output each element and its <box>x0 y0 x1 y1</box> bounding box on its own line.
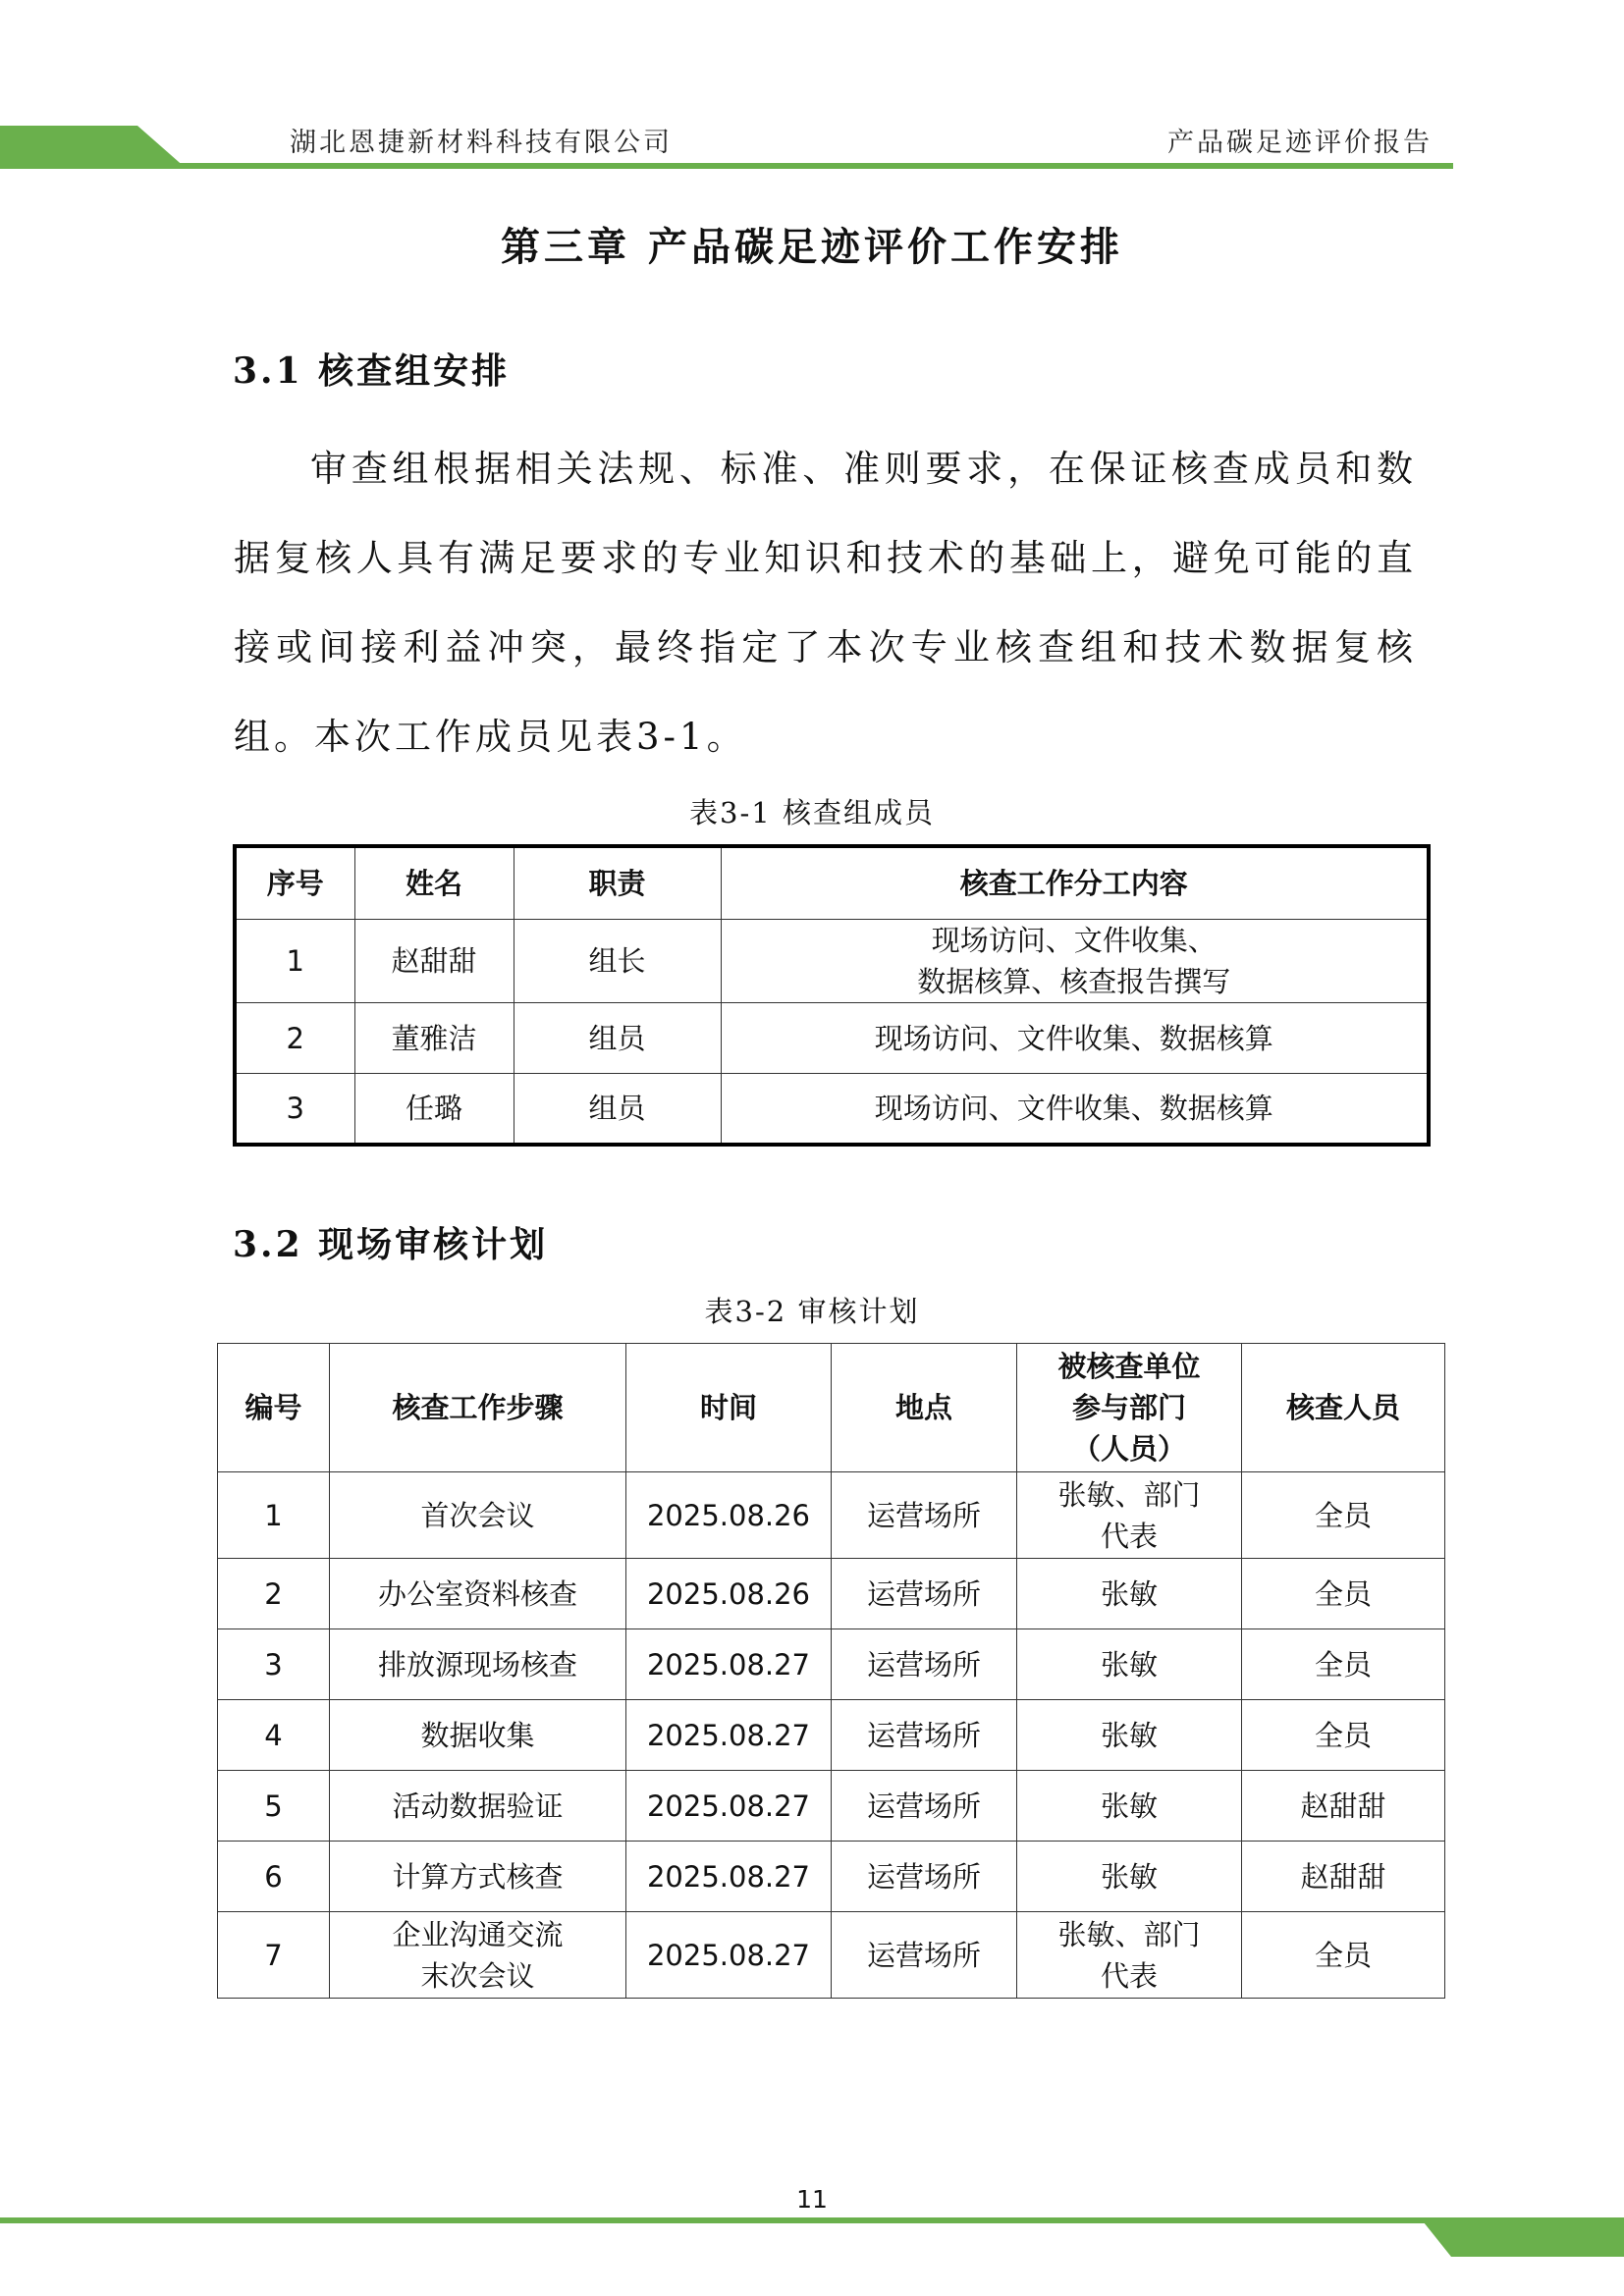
cell-auditors: 赵甜甜 <box>1242 1842 1445 1912</box>
col-header-participants <box>1017 1344 1242 1472</box>
cell-step-line1: 计算方式核查 <box>392 1859 564 1894</box>
cell-auditors: 全员 <box>1242 1629 1445 1700</box>
page-number: 11 <box>796 2185 828 2214</box>
cell-role: 组员 <box>514 1003 721 1074</box>
cell-role: 组长 <box>514 920 721 1003</box>
cell-step-line2: 末次会议 <box>420 1958 535 1993</box>
cell-duties: 现场访问、文件收集、数据核算 <box>721 1003 1429 1074</box>
audit-plan-body <box>218 1472 1445 1999</box>
cell-location: 运营场所 <box>832 1771 1017 1842</box>
cell-time: 2025.08.27 <box>626 1842 832 1912</box>
footer-green-tab <box>1420 2217 1624 2257</box>
cell-participants <box>1017 1912 1242 1999</box>
col-header-step: 核查工作步骤 <box>330 1344 626 1472</box>
cell-auditors: 全员 <box>1242 1912 1445 1999</box>
cell-step-line1: 办公室资料核查 <box>377 1576 577 1611</box>
cell-step <box>330 1912 626 1999</box>
cell-participants-line2: 代表 <box>1100 1958 1158 1993</box>
cell-index: 1 <box>235 920 354 1003</box>
cell-step <box>330 1771 626 1842</box>
cell-number: 7 <box>218 1912 330 1999</box>
col-header-auditors: 核查人员 <box>1242 1344 1445 1472</box>
cell-auditors: 赵甜甜 <box>1242 1771 1445 1842</box>
cell-time: 2025.08.27 <box>626 1629 832 1700</box>
col-header-participants-line2: 参与部门 <box>1071 1391 1186 1424</box>
header-company: 湖北恩捷新材料科技有限公司 <box>290 128 673 158</box>
table-header-row <box>218 1344 1445 1472</box>
cell-location: 运营场所 <box>832 1912 1017 1999</box>
col-header-name: 姓名 <box>354 846 514 920</box>
cell-time: 2025.08.26 <box>626 1559 832 1629</box>
cell-index: 2 <box>235 1003 354 1074</box>
audit-plan-table <box>217 1343 1445 1999</box>
cell-step-line1: 活动数据验证 <box>392 1789 564 1823</box>
cell-number: 4 <box>218 1700 330 1771</box>
cell-time: 2025.08.27 <box>626 1912 832 1999</box>
cell-step <box>330 1629 626 1700</box>
col-header-duties: 核查工作分工内容 <box>721 846 1429 920</box>
cell-participants-line2: 代表 <box>1100 1519 1158 1553</box>
cell-number: 6 <box>218 1842 330 1912</box>
cell-participants <box>1017 1700 1242 1771</box>
cell-name: 董雅洁 <box>354 1003 514 1074</box>
cell-participants-line1: 张敏 <box>1100 1859 1158 1894</box>
table-caption-3-2: 表3-2 审核计划 <box>704 1295 920 1328</box>
cell-participants <box>1017 1629 1242 1700</box>
cell-participants-line1: 张敏 <box>1100 1576 1158 1611</box>
cell-participants-line1: 张敏、部门 <box>1057 1477 1201 1512</box>
cell-participants-line1: 张敏 <box>1100 1647 1158 1682</box>
cell-participants <box>1017 1559 1242 1629</box>
cell-location: 运营场所 <box>832 1629 1017 1700</box>
cell-location: 运营场所 <box>832 1700 1017 1771</box>
team-members-table <box>233 844 1431 1147</box>
cell-auditors: 全员 <box>1242 1472 1445 1559</box>
header-report-title: 产品碳足迹评价报告 <box>1167 128 1433 158</box>
table-row <box>218 1629 1445 1700</box>
table-row <box>235 1003 1429 1074</box>
cell-step <box>330 1842 626 1912</box>
table-row <box>235 1074 1429 1145</box>
table-row <box>218 1472 1445 1559</box>
table-row <box>218 1771 1445 1842</box>
cell-duties-line1: 现场访问、文件收集、 <box>931 924 1217 957</box>
col-header-time: 时间 <box>626 1344 832 1472</box>
cell-time: 2025.08.26 <box>626 1472 832 1559</box>
cell-participants-line1: 张敏 <box>1100 1718 1158 1752</box>
cell-number: 5 <box>218 1771 330 1842</box>
cell-location: 运营场所 <box>832 1472 1017 1559</box>
cell-duties: 现场访问、文件收集、数据核算 <box>721 1074 1429 1145</box>
col-header-number: 编号 <box>218 1344 330 1472</box>
cell-step-line1: 数据收集 <box>420 1718 535 1752</box>
cell-index: 3 <box>235 1074 354 1145</box>
cell-participants <box>1017 1771 1242 1842</box>
cell-step <box>330 1559 626 1629</box>
cell-time: 2025.08.27 <box>626 1700 832 1771</box>
chapter-title: 第三章 产品碳足迹评价工作安排 <box>501 224 1123 270</box>
table-row <box>218 1559 1445 1629</box>
cell-auditors: 全员 <box>1242 1559 1445 1629</box>
table-row <box>235 920 1429 1003</box>
cell-location: 运营场所 <box>832 1559 1017 1629</box>
cell-step-line1: 企业沟通交流 <box>392 1917 564 1951</box>
cell-step-line1: 排放源现场核查 <box>377 1647 577 1682</box>
cell-step-line1: 首次会议 <box>420 1498 535 1532</box>
cell-participants <box>1017 1842 1242 1912</box>
cell-step <box>330 1700 626 1771</box>
col-header-participants-line1: 被核查单位 <box>1057 1350 1201 1383</box>
cell-role: 组员 <box>514 1074 721 1145</box>
cell-participants-line1: 张敏 <box>1100 1789 1158 1823</box>
cell-number: 3 <box>218 1629 330 1700</box>
cell-time: 2025.08.27 <box>626 1771 832 1842</box>
cell-name: 赵甜甜 <box>354 920 514 1003</box>
cell-duties-line2: 数据核算、核查报告撰写 <box>917 965 1231 998</box>
col-header-role: 职责 <box>514 846 721 920</box>
footer-green-line <box>0 2217 1624 2223</box>
table-row <box>218 1912 1445 1999</box>
cell-number: 2 <box>218 1559 330 1629</box>
cell-auditors: 全员 <box>1242 1700 1445 1771</box>
section-heading-3-1: 3.1 核查组安排 <box>233 350 511 392</box>
col-header-participants-line3: （人员） <box>1071 1432 1186 1466</box>
cell-duties <box>721 920 1429 1003</box>
cell-participants <box>1017 1472 1242 1559</box>
table-row <box>218 1842 1445 1912</box>
table-row <box>218 1700 1445 1771</box>
cell-participants-line1: 张敏、部门 <box>1057 1917 1201 1951</box>
section-paragraph: 审查组根据相关法规、标准、准则要求，在保证核查成员和数据复核人具有满足要求的专业知识和技术的基础上，避免可能的直接或间接利益冲突，最终指定了本次专业核查组和技术数据复核组。本次工作成员见表3-1。 <box>234 448 1417 758</box>
col-header-index: 序号 <box>235 846 354 920</box>
header-green-line <box>0 163 1453 169</box>
table-caption-3-1: 表3-1 核查组成员 <box>689 796 935 829</box>
section-heading-3-2: 3.2 现场审核计划 <box>233 1224 549 1265</box>
cell-name: 任璐 <box>354 1074 514 1145</box>
cell-number: 1 <box>218 1472 330 1559</box>
cell-step <box>330 1472 626 1559</box>
table-header-row <box>235 846 1429 920</box>
cell-location: 运营场所 <box>832 1842 1017 1912</box>
col-header-location: 地点 <box>832 1344 1017 1472</box>
